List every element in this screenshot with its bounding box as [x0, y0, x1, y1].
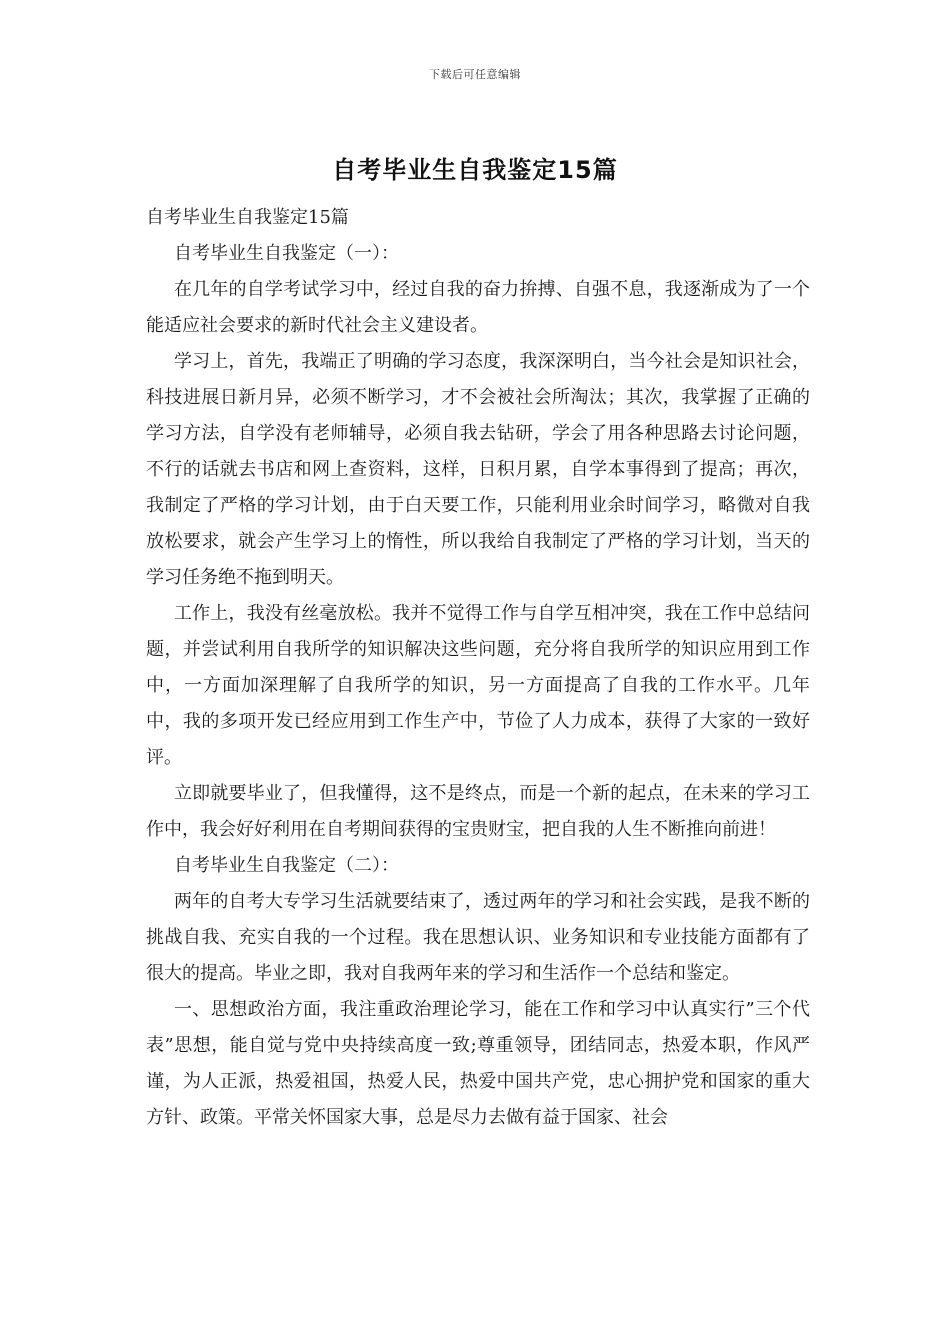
document-title: 自考毕业生自我鉴定15篇 [332, 156, 618, 184]
paragraph-subtitle: 自考毕业生自我鉴定15篇 [146, 207, 349, 228]
section-heading-1: 自考毕业生自我鉴定（一）： [174, 243, 399, 264]
paragraph: 在几年的自学考试学习中，经过自我的奋力拚搏、自强不息，我逐渐成为了一个能适应社会要求的新时代社会主义建设者。 [146, 279, 810, 336]
section-heading-2: 自考毕业生自我鉴定（二）： [174, 855, 399, 876]
header-note: 下载后可任意编辑 [429, 68, 521, 81]
paragraph: 一、思想政治方面，我注重政治理论学习，能在工作和学习中认真实行”三个代表”思想，能自觉与党中央持续高度一致;尊重领导，团结同志，热爱本职，作风严谨，为人正派，热爱祖国，热爱人民，热爱中国共产党，忠心拥护党和国家的重大方针、政策。平常关怀国家大事，总是尽力去做有益于国家、社会 [146, 999, 810, 1128]
paragraph: 立即就要毕业了，但我懂得，这不是终点，而是一个新的起点，在未来的学习工作中，我会好好利用在自考期间获得的宝贵财宝，把自我的人生不断推向前进！ [146, 783, 810, 840]
paragraph: 工作上，我没有丝毫放松。我并不觉得工作与自学互相冲突，我在工作中总结问题，并尝试利用自我所学的知识解决这些问题，充分将自我所学的知识应用到工作中，一方面加深理解了自我所学的知识，另一方面提高了自我的工作水平。几年中，我的多项开发已经应用到工作生产中，节俭了人力成本，获得了大家的一致好评。 [146, 603, 810, 768]
document-body [146, 200, 810, 1136]
paragraph: 学习上，首先，我端正了明确的学习态度，我深深明白，当今社会是知识社会，科技进展日新月异，必须不断学习，才不会被社会所淘汰；其次，我掌握了正确的学习方法，自学没有老师辅导，必须自我去钻研，学会了用各种思路去讨论问题，不行的话就去书店和网上查资料，这样，日积月累，自学本事得到了提高；再次，我制定了严格的学习计划，由于白天要工作，只能利用业余时间学习，略微对自我放松要求，就会产生学习上的惰性，所以我给自我制定了严格的学习计划，当天的学习任务绝不拖到明天。 [146, 351, 810, 588]
paragraph: 两年的自考大专学习生活就要结束了，透过两年的学习和社会实践，是我不断的挑战自我、充实自我的一个过程。我在思想认识、业务知识和专业技能方面都有了很大的提高。毕业之即，我对自我两年来的学习和生活作一个总结和鉴定。 [146, 891, 810, 984]
